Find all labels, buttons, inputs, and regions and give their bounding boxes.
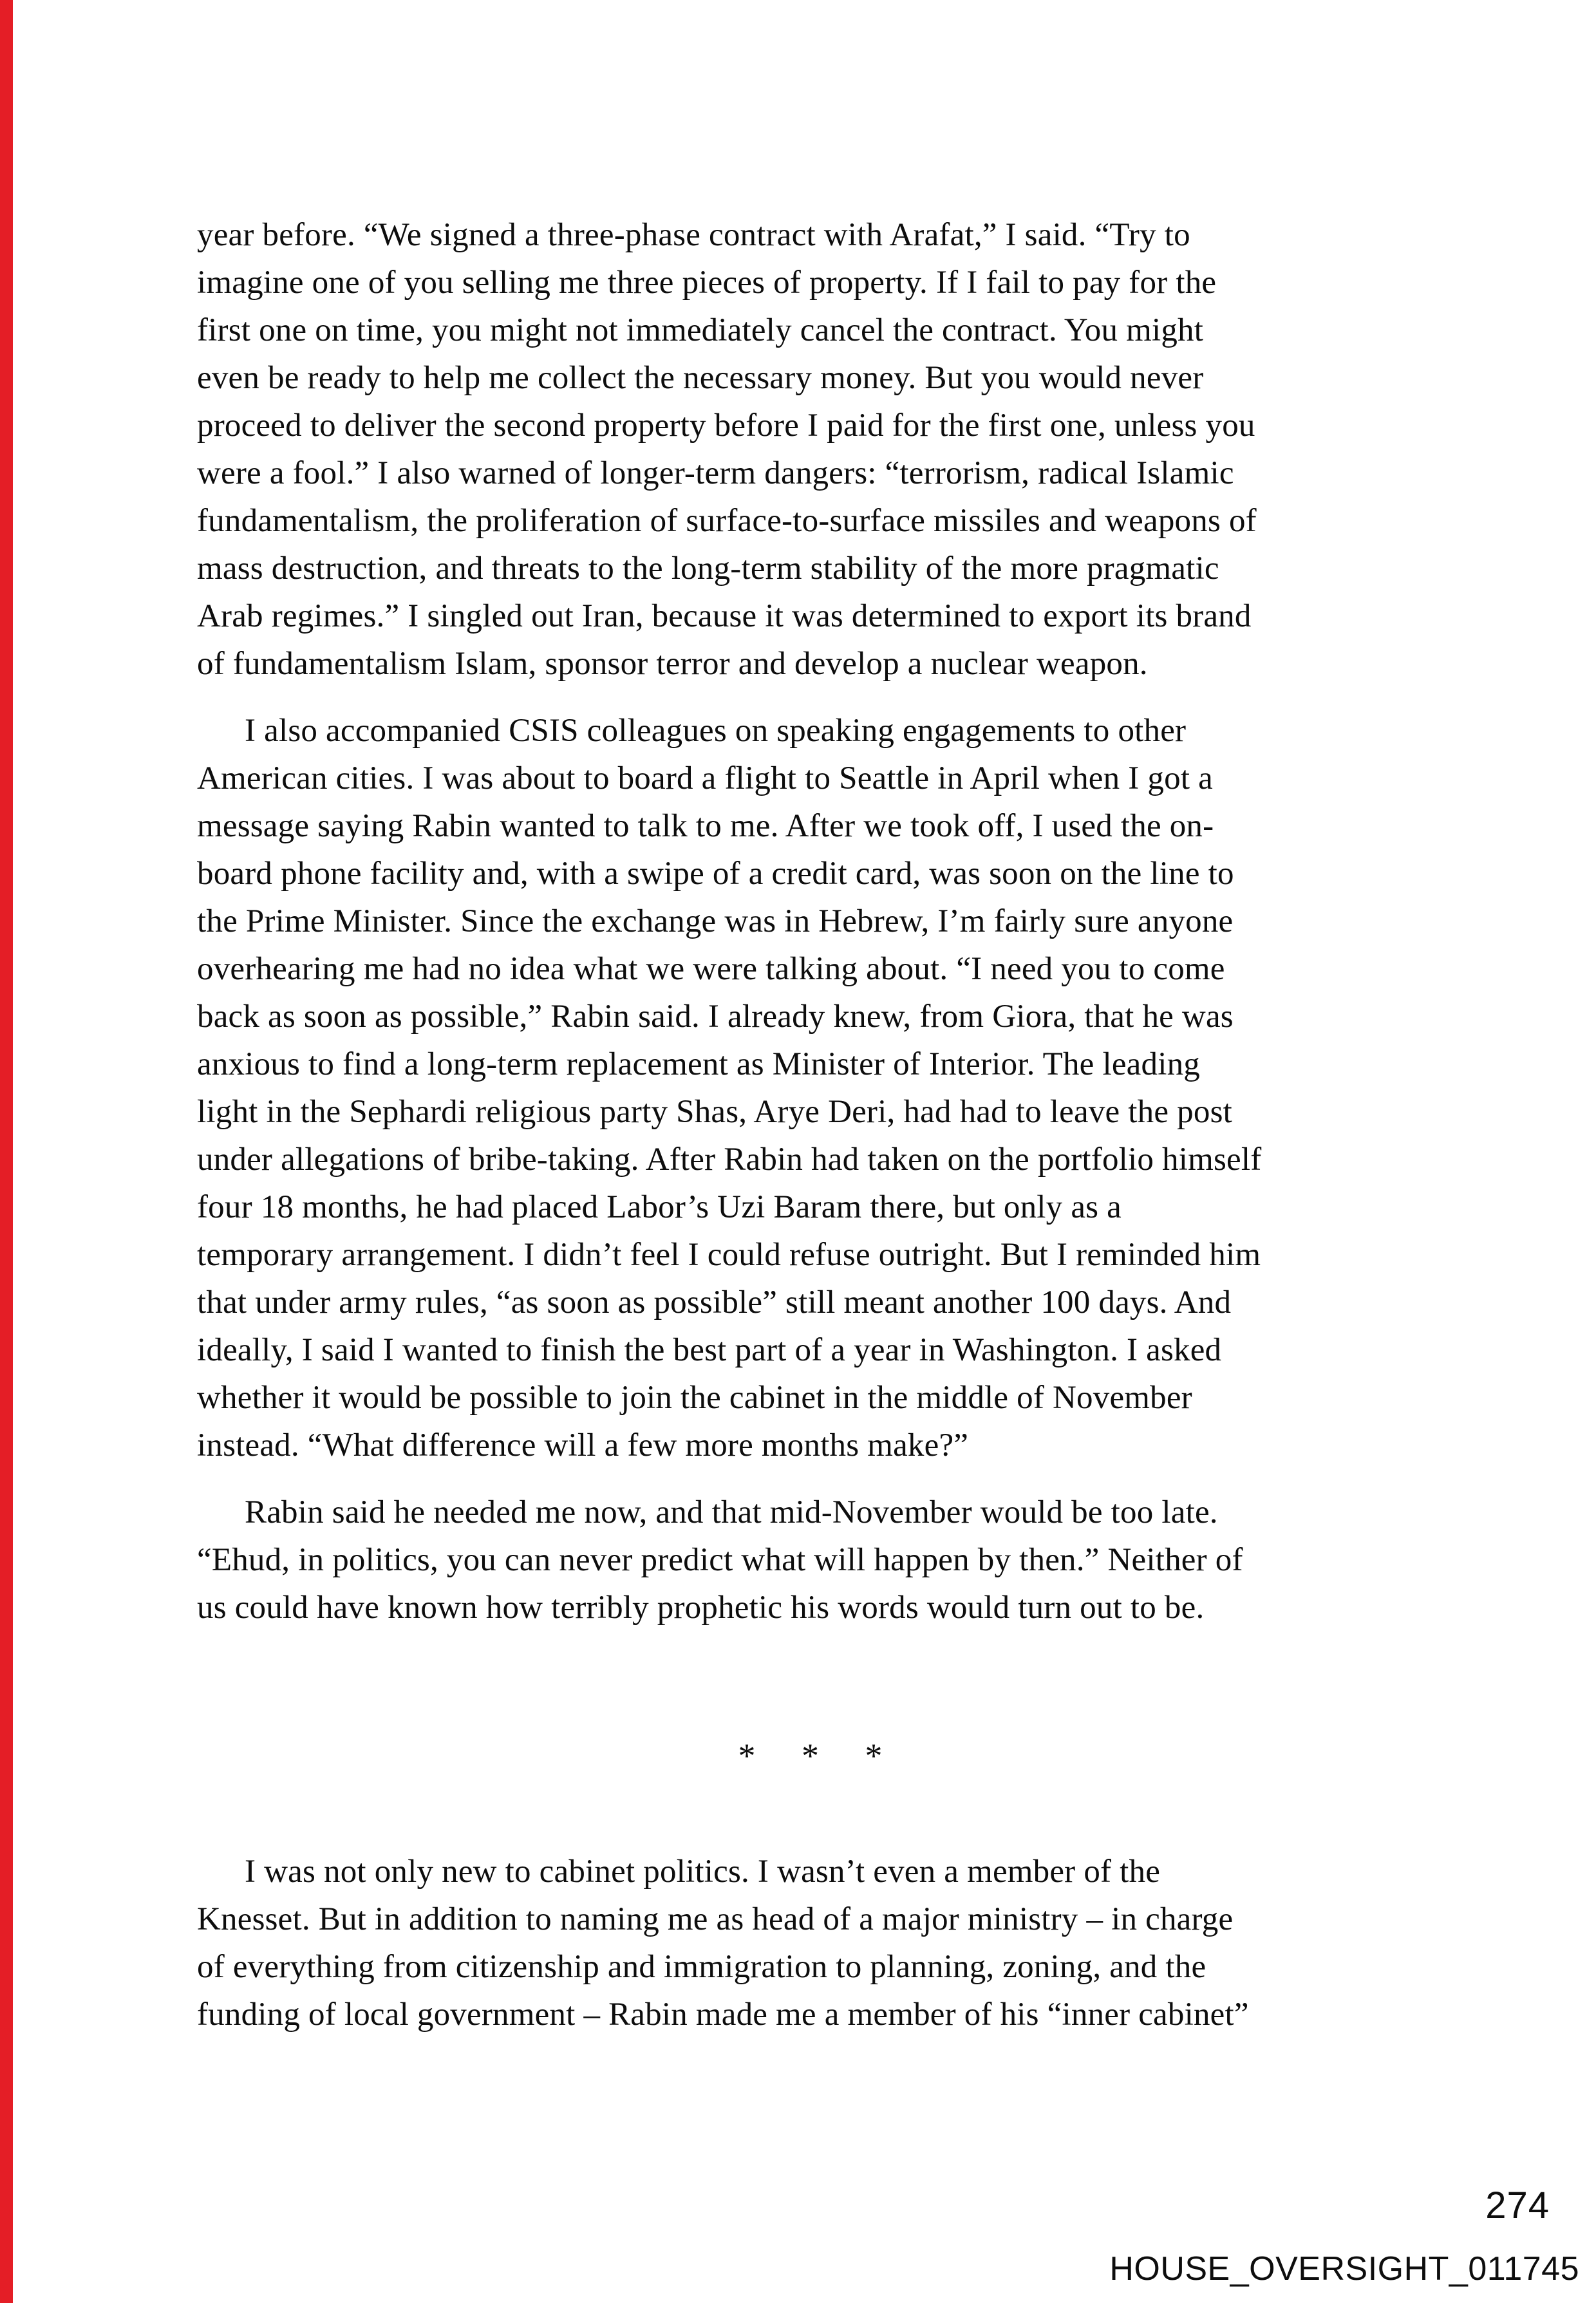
text-line: of everything from citizenship and immigration to planning, zoning, and the (197, 1949, 1206, 1985)
page-text-block (197, 211, 1423, 2058)
text-line: were a fool.” I also warned of longer-term dangers: “terrorism, radical Islamic (197, 455, 1234, 491)
text-line: first one on time, you might not immediately cancel the contract. You might (197, 312, 1204, 348)
text-line: us could have known how terribly prophetic his words would turn out to be. (197, 1590, 1205, 1626)
text-line: I was not only new to cabinet politics. I wasn’t even a member of the (245, 1854, 1161, 1890)
text-line: four 18 months, he had placed Labor’s Uzi Baram there, but only as a (197, 1189, 1122, 1225)
page-number: 274 (1485, 2185, 1550, 2226)
text-line: instead. “What difference will a few more months make?” (197, 1427, 969, 1463)
text-line: I also accompanied CSIS colleagues on speaking engagements to other (245, 713, 1187, 749)
text-line: temporary arrangement. I didn’t feel I could refuse outright. But I reminded him (197, 1237, 1261, 1273)
paragraph-contract-warning (197, 211, 1423, 688)
text-line: anxious to find a long-term replacement as Minister of Interior. The leading (197, 1046, 1200, 1082)
text-line: light in the Sephardi religious party Shas, Arye Deri, had had to leave the post (197, 1094, 1232, 1130)
text-line: Knesset. But in addition to naming me as head of a major ministry – in charge (197, 1901, 1234, 1937)
text-line: the Prime Minister. Since the exchange was in Hebrew, I’m fairly sure anyone (197, 903, 1234, 939)
text-line: proceed to deliver the second property before I paid for the first one, unless you (197, 408, 1255, 444)
text-line: overhearing me had no idea what we were talking about. “I need you to come (197, 951, 1225, 987)
scan-edge-artifact (0, 0, 13, 2303)
text-line: imagine one of you selling me three pieces of property. If I fail to pay for the (197, 265, 1217, 301)
text-line: fundamentalism, the proliferation of surface-to-surface missiles and weapons of (197, 503, 1257, 539)
paragraph-csis-rabin-call (197, 707, 1423, 1469)
text-line: board phone facility and, with a swipe of a credit card, was soon on the line to (197, 856, 1234, 892)
text-line: message saying Rabin wanted to talk to me. After we took off, I used the on- (197, 808, 1214, 844)
text-line: mass destruction, and threats to the long-term stability of the more pragmatic (197, 550, 1219, 587)
text-line: Rabin said he needed me now, and that mid-November would be too late. (245, 1494, 1218, 1530)
text-line: Arab regimes.” I singled out Iran, because it was determined to export its brand (197, 598, 1252, 634)
text-line: year before. “We signed a three-phase contract with Arafat,” I said. “Try to (197, 217, 1190, 253)
text-line: of fundamentalism Islam, sponsor terror and develop a nuclear weapon. (197, 646, 1148, 682)
section-break-asterisks: * * * (738, 1736, 883, 1775)
text-line: ideally, I said I wanted to finish the best part of a year in Washington. I asked (197, 1332, 1222, 1368)
text-line: whether it would be possible to join the cabinet in the middle of November (197, 1380, 1192, 1416)
text-line: back as soon as possible,” Rabin said. I already knew, from Giora, that he was (197, 999, 1234, 1035)
text-line: under allegations of bribe-taking. After Rabin had taken on the portfolio himself (197, 1142, 1262, 1178)
paragraph-rabin-needed-me (197, 1489, 1423, 1631)
text-line: American cities. I was about to board a flight to Seattle in April when I got a (197, 760, 1213, 796)
text-line: even be ready to help me collect the necessary money. But you would never (197, 360, 1204, 396)
bates-stamp: HOUSE_OVERSIGHT_011745 (1109, 2250, 1579, 2288)
text-line: that under army rules, “as soon as possible” still meant another 100 days. And (197, 1284, 1232, 1321)
text-line: funding of local government – Rabin made me a member of his “inner cabinet” (197, 1997, 1249, 2033)
text-line: “Ehud, in politics, you can never predict what will happen by then.” Neither of (197, 1542, 1243, 1578)
paragraph-new-to-cabinet (197, 1848, 1423, 2038)
